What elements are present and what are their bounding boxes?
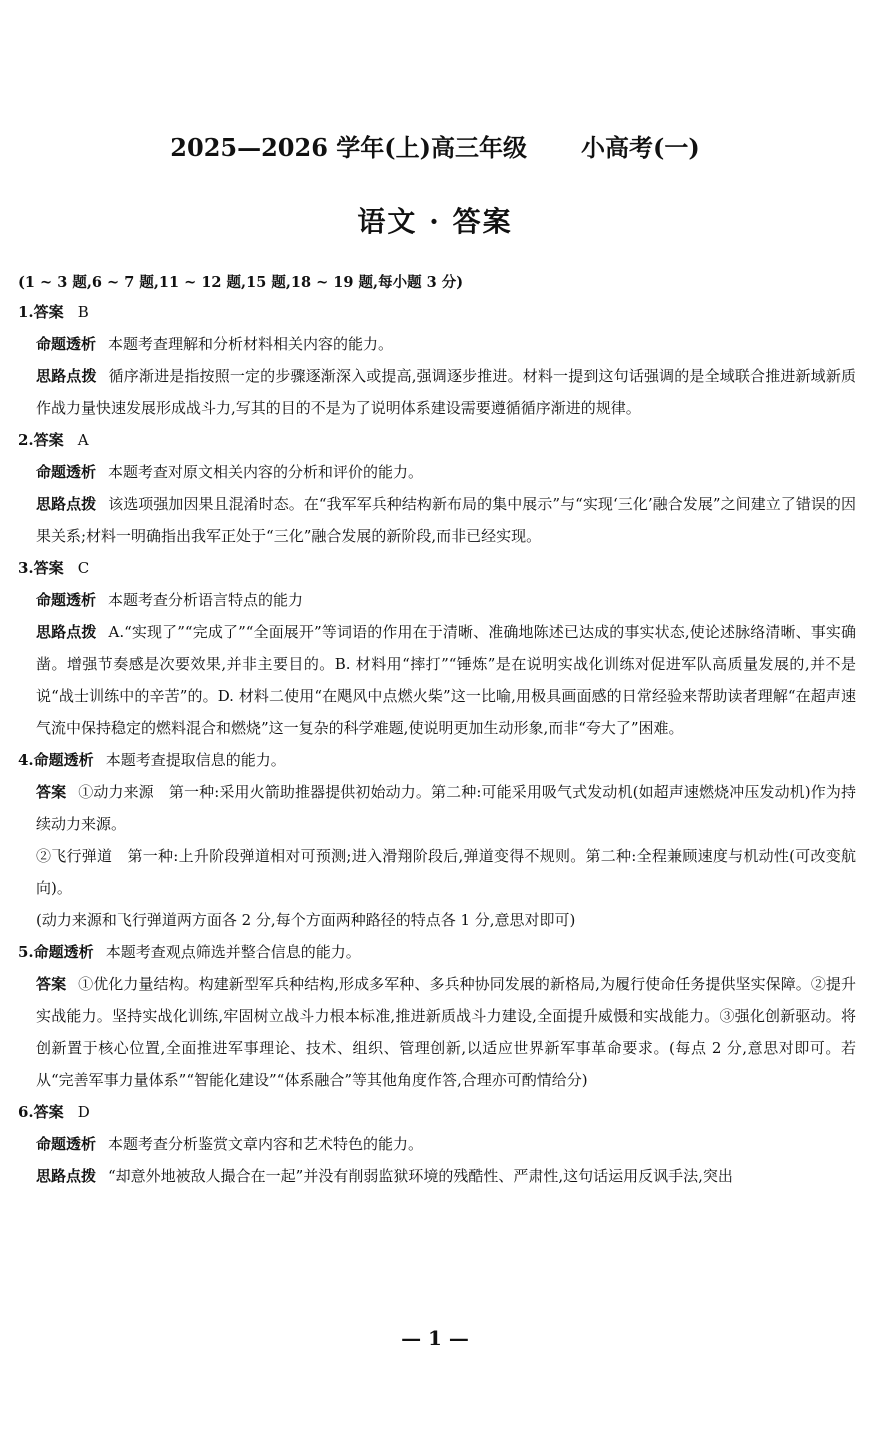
analysis-text: 本题考查理解和分析材料相关内容的能力。 xyxy=(108,335,394,353)
tips-text: 该选项强加因果且混淆时态。在“我军军兵种结构新布局的集中展示”与“实现‘三化’融合发展”之间建立了错误的因果关系;材料一明确指出我军正处于“三化”融合发展的新阶段,而非已经实现。 xyxy=(36,495,856,545)
analysis-label: 命题透析 xyxy=(33,943,94,961)
tips-label: 思路点拨 xyxy=(36,367,97,385)
tips-label: 思路点拨 xyxy=(36,495,97,513)
analysis-text: 本题考查分析鉴赏文章内容和艺术特色的能力。 xyxy=(108,1135,424,1153)
analysis-label: 命题透析 xyxy=(33,751,94,769)
answer-choice: B xyxy=(77,303,89,321)
question-number: 3. xyxy=(18,559,34,577)
answer-label: 答案 xyxy=(33,431,64,449)
tips-label: 思路点拨 xyxy=(36,623,97,641)
answer-label: 答案 xyxy=(36,783,67,801)
analysis-label: 命题透析 xyxy=(36,1135,97,1153)
question-6 xyxy=(18,1096,856,1192)
question-number: 2. xyxy=(18,431,34,449)
analysis-label: 命题透析 xyxy=(36,591,97,609)
answer-label: 答案 xyxy=(33,559,64,577)
scoring-criteria: (动力来源和飞行弹道两方面各 2 分,每个方面两种路径的特点各 1 分,意思对即可) xyxy=(36,911,576,929)
page-title: 语文 · 答案 xyxy=(357,205,513,238)
answer-choice: D xyxy=(77,1103,90,1121)
exam-header-exam: 小高考(一) xyxy=(580,133,700,162)
answer-point-2: ②飞行弹道 第一种:上升阶段弹道相对可预测;进入滑翔阶段后,弹道变得不规则。第二种:全程兼顾速度与机动性(可改变航向)。 xyxy=(36,847,856,897)
exam-header xyxy=(0,128,870,163)
analysis-label: 命题透析 xyxy=(36,463,97,481)
question-number: 5. xyxy=(18,943,34,961)
answer-text: ①优化力量结构。构建新型军兵种结构,形成多军种、多兵种协同发展的新格局,为履行使命任务提供坚实保障。②提升实战能力。坚持实战化训练,牢固树立战斗力根本标准,推进新质战斗力建设,全面提升威慑和实战能力。③强化创新驱动。将创新置于核心位置,全面推进军事理论、技术、组织、管理创新,以适应世界新军事革命要求。(每点 2 分,意思对即可。若从“完善军事力量体系”“智能化建设”“体系融合”等其他角度作答,合理亦可酌情给分) xyxy=(36,975,856,1089)
answer-label: 答案 xyxy=(33,1103,64,1121)
question-number: 6. xyxy=(18,1103,34,1121)
scoring-note: (1 ~ 3 题,6 ~ 7 题,11 ~ 12 题,15 题,18 ~ 19 题,每小题 3 分) xyxy=(18,274,464,291)
answer-text: ①动力来源 第一种:采用火箭助推器提供初始动力。第二种:可能采用吸气式发动机(如超声速燃烧冲压发动机)作为持续动力来源。 xyxy=(36,783,856,833)
analysis-text: 本题考查分析语言特点的能力 xyxy=(108,591,304,609)
exam-header-year: 2025—2026 学年(上)高三年级 xyxy=(170,133,527,162)
tips-text: A.“实现了”“完成了”“全面展开”等词语的作用在于清晰、准确地陈述已达成的事实状态,使论述脉络清晰、事实确凿。增强节奏感是次要效果,并非主要目的。B. 材料用“摔打”“锤炼”是在说明实战化训练对促进军队高质量发展的,并不是说“战士训练中的辛苦”的。D. 材料二使用“在飓风中点燃火柴”这一比喻,用极具画面感的日常经验来帮助读者理解“在超声速气流中保持稳定的燃料混合和燃烧”这一复杂的科学难题,使说明更加生动形象,而非“夸大了”困难。 xyxy=(36,623,856,737)
tips-label: 思路点拨 xyxy=(36,1167,97,1185)
question-5 xyxy=(18,936,856,1096)
answer-label: 答案 xyxy=(33,303,64,321)
question-4 xyxy=(18,744,856,936)
tips-text: “却意外地被敌人撮合在一起”并没有削弱监狱环境的残酷性、严肃性,这句话运用反讽手法,突出 xyxy=(108,1167,733,1185)
analysis-text: 本题考查提取信息的能力。 xyxy=(105,751,286,769)
answer-body xyxy=(18,296,856,1192)
answer-choice: C xyxy=(77,559,90,577)
answer-choice: A xyxy=(77,431,89,449)
analysis-text: 本题考查对原文相关内容的分析和评价的能力。 xyxy=(108,463,424,481)
question-number: 1. xyxy=(18,303,34,321)
question-3 xyxy=(18,552,856,744)
tips-text: 循序渐进是指按照一定的步骤逐渐深入或提高,强调逐步推进。材料一提到这句话强调的是全域联合推进新域新质作战力量快速发展形成战斗力,写其的目的不是为了说明体系建设需要遵循循序渐进的规律。 xyxy=(36,367,856,417)
question-1 xyxy=(18,296,856,424)
analysis-text: 本题考查观点筛选并整合信息的能力。 xyxy=(105,943,361,961)
question-number: 4. xyxy=(18,751,34,769)
page-number: — 1 — xyxy=(401,1326,469,1350)
answer-label: 答案 xyxy=(36,975,67,993)
analysis-label: 命题透析 xyxy=(36,335,97,353)
question-2 xyxy=(18,424,856,552)
